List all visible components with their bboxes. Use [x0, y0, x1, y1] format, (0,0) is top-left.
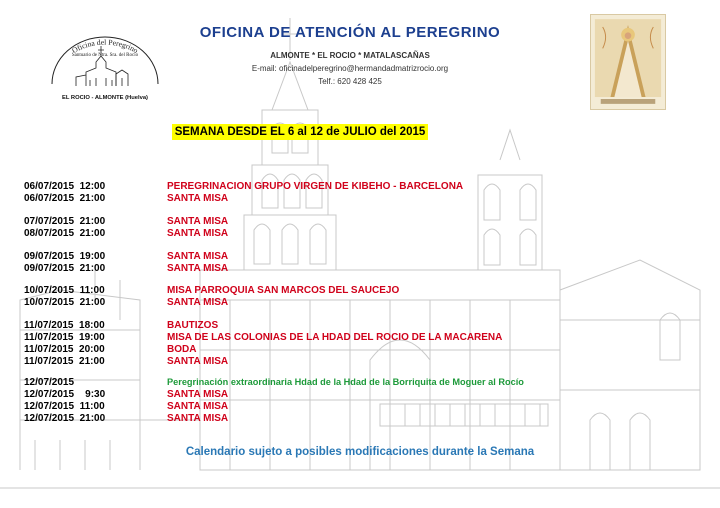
event-datetime: 07/07/2015 21:00 — [24, 216, 106, 227]
event-datetime: 12/07/2015 — [24, 377, 75, 388]
event-title: SANTA MISA — [167, 251, 229, 262]
event-datetime: 11/07/2015 21:00 — [24, 356, 105, 367]
seal-inner-text: Santuario de Ntra. Sra. del Rocío — [71, 53, 139, 58]
event-datetime: 10/07/2015 11:00 — [24, 285, 105, 296]
event-datetime: 09/07/2015 19:00 — [24, 251, 106, 262]
office-phone: Telf.: 620 428 425 — [318, 77, 382, 86]
event-title: MISA DE LAS COLONIAS DE LA HDAD DEL ROCIO DE LA MACARENA — [167, 332, 503, 343]
event-title: SANTA MISA — [167, 228, 229, 239]
event-datetime: 06/07/2015 21:00 — [24, 193, 106, 204]
event-title: Peregrinación extraordinaria Hdad de la Hdad de la Borriquita de Moguer al Rocío — [167, 377, 524, 387]
week-banner: SEMANA DESDE EL 6 al 12 de JULIO del 2015 — [172, 124, 428, 140]
event-datetime: 12/07/2015 21:00 — [24, 413, 106, 424]
seal-arc-text: Oficina del Peregrino — [70, 37, 140, 56]
event-datetime: 11/07/2015 20:00 — [24, 344, 105, 355]
office-title: OFICINA DE ATENCIÓN AL PEREGRINO — [199, 24, 501, 41]
event-datetime: 06/07/2015 12:00 — [24, 181, 106, 192]
event-title: SANTA MISA — [167, 193, 229, 204]
event-datetime: 11/07/2015 18:00 — [24, 320, 105, 331]
event-title: SANTA MISA — [167, 413, 229, 424]
seal-bottom-text: EL ROCIO - ALMONTE (Huelva) — [62, 95, 148, 101]
office-locations: ALMONTE * EL ROCIO * MATALASCAÑAS — [270, 51, 430, 60]
event-title: MISA PARROQUIA SAN MARCOS DEL SAUCEJO — [167, 285, 400, 296]
office-seal-logo — [46, 22, 164, 104]
event-datetime: 10/07/2015 21:00 — [24, 297, 106, 308]
schedule-disclaimer: Calendario sujeto a posibles modificaciones durante la Semana — [185, 446, 535, 458]
event-datetime: 08/07/2015 21:00 — [24, 228, 106, 239]
event-title: SANTA MISA — [167, 401, 229, 412]
event-title: SANTA MISA — [167, 297, 229, 308]
event-title: SANTA MISA — [167, 263, 229, 274]
event-datetime: 11/07/2015 19:00 — [24, 332, 105, 343]
event-title: SANTA MISA — [167, 389, 229, 400]
event-title: BAUTIZOS — [167, 320, 219, 331]
event-datetime: 12/07/2015 9:30 — [24, 389, 106, 400]
event-datetime: 12/07/2015 11:00 — [24, 401, 105, 412]
event-datetime: 09/07/2015 21:00 — [24, 263, 106, 274]
event-title: PEREGRINACION GRUPO VIRGEN DE KIBEHO - BARCELONA — [167, 181, 464, 192]
event-title: SANTA MISA — [167, 356, 229, 367]
office-email: E-mail: oficinadelperegrino@hermandadmatrizrocio.org — [251, 64, 449, 73]
event-title: SANTA MISA — [167, 216, 229, 227]
event-title: BODA — [167, 344, 197, 355]
virgin-poster-image — [590, 14, 666, 110]
